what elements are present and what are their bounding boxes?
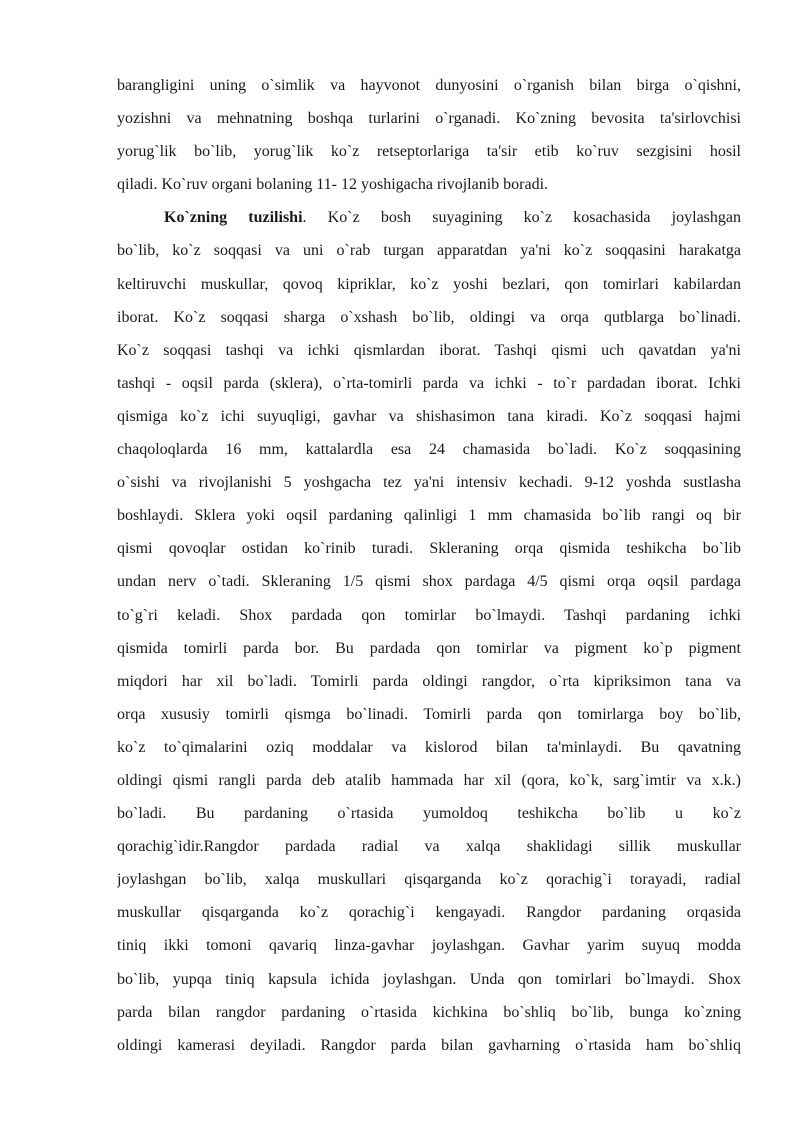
text-line: qismida tomirli parda bor. Bu pardada qon tomirlar va pigment ko`p pigment xyxy=(117,639,741,657)
text-line: iborat. Ko`z soqqasi sharga o`xshash bo`lib, oldingi va orqa qutblarga bo`linadi. xyxy=(117,308,741,326)
text-line: chaqoloqlarda 16 mm, kattalardla esa 24 chamasida bo`ladi. Ko`z soqqasining xyxy=(117,441,741,459)
text-line: to`g`ri keladi. Shox pardada qon tomirlar bo`lmaydi. Tashqi pardaning ichki xyxy=(117,606,741,624)
text-line: bo`ladi. Bu pardaning o`rtasida yumoldoq teshikcha bo`lib u ko`z xyxy=(117,805,741,823)
text-line-with-heading xyxy=(117,201,741,234)
document-page xyxy=(117,69,741,1062)
section-heading: Ko`zning tuzilishi xyxy=(164,209,303,227)
text-line: bo`lib, ko`z soqqasi va uni o`rab turgan apparatdan ya'ni ko`z soqqasini harakatga xyxy=(117,242,741,260)
text-line: joylashgan bo`lib, xalqa muskullari qisqarganda ko`z qorachig`i torayadi, radial xyxy=(117,871,741,889)
text-line: qismi qovoqlar ostidan ko`rinib turadi. Skleraning orqa qismida teshikcha bo`lib xyxy=(117,540,741,558)
text-run: . Ko`z bosh suyagining ko`z kosachasida joylashgan xyxy=(302,209,741,227)
text-line: o`sishi va rivojlanishi 5 yoshgacha tez ya'ni intensiv kechadi. 9-12 yoshda sustlasha xyxy=(117,474,741,492)
text-line: muskullar qisqarganda ko`z qorachig`i kengayadi. Rangdor pardaning orqasida xyxy=(117,904,741,922)
text-line: qorachig`idir.Rangdor pardada radial va xalqa shaklidagi sillik muskullar xyxy=(117,838,741,856)
text-line: oldingi kamerasi deyiladi. Rangdor parda bilan gavharning o`rtasida ham bo`shliq xyxy=(117,1036,741,1054)
text-line: yozishni va mehnatning boshqa turlarini o`rganadi. Ko`zning bevosita ta'sirlovchisi xyxy=(117,110,741,128)
paragraph-2 xyxy=(117,201,741,1061)
text-line: undan nerv o`tadi. Skleraning 1/5 qismi shox pardaga 4/5 qismi orqa oqsil pardaga xyxy=(117,573,741,591)
text-line: parda bilan rangdor pardaning o`rtasida kichkina bo`shliq bo`lib, bunga ko`zning xyxy=(117,1003,741,1021)
text-line: ko`z to`qimalarini oziq moddalar va kislorod bilan ta'minlaydi. Bu qavatning xyxy=(117,738,741,756)
text-line: oldingi qismi rangli parda deb atalib hammada har xil (qora, ko`k, sarg`imtir va x.k.) xyxy=(117,771,741,789)
text-line: barangligini uning o`simlik va hayvonot dunyosini o`rganish bilan birga o`qishni, xyxy=(117,77,741,94)
text-line: keltiruvchi muskullar, qovoq kipriklar, ko`z yoshi bezlari, qon tomirlari kabilardan xyxy=(117,275,741,293)
text-line: yorug`lik bo`lib, yorug`lik ko`z retseptorlariga ta'sir etib ko`ruv sezgisini hosil xyxy=(117,143,741,161)
text-line: Ko`z soqqasi tashqi va ichki qismlardan iborat. Tashqi qismi uch qavatdan ya'ni xyxy=(117,341,741,359)
text-line: qiladi. Ko`ruv organi bolaning 11- 12 yoshigacha rivojlanib boradi. xyxy=(117,176,549,194)
text-line: orqa xususiy tomirli qismga bo`linadi. Tomirli parda qon tomirlarga boy bo`lib, xyxy=(117,705,741,723)
text-line: tashqi - oqsil parda (sklera), o`rta-tomirli parda va ichki - to`r pardadan iborat. Ichki xyxy=(117,374,741,392)
text-line: miqdori har xil bo`ladi. Tomirli parda oldingi rangdor, o`rta kipriksimon tana va xyxy=(117,672,741,690)
text-line: qismiga ko`z ichi suyuqligi, gavhar va shishasimon tana kiradi. Ko`z soqqasi hajmi xyxy=(117,407,741,425)
paragraph-1 xyxy=(117,69,741,201)
text-line: boshlaydi. Sklera yoki oqsil pardaning qalinligi 1 mm chamasida bo`lib rangi oq bir xyxy=(117,507,741,525)
text-line: bo`lib, yupqa tiniq kapsula ichida joylashgan. Unda qon tomirlari bo`lmaydi. Shox xyxy=(117,970,741,988)
text-line: tiniq ikki tomoni qavariq linza-gavhar joylashgan. Gavhar yarim suyuq modda xyxy=(117,937,741,955)
